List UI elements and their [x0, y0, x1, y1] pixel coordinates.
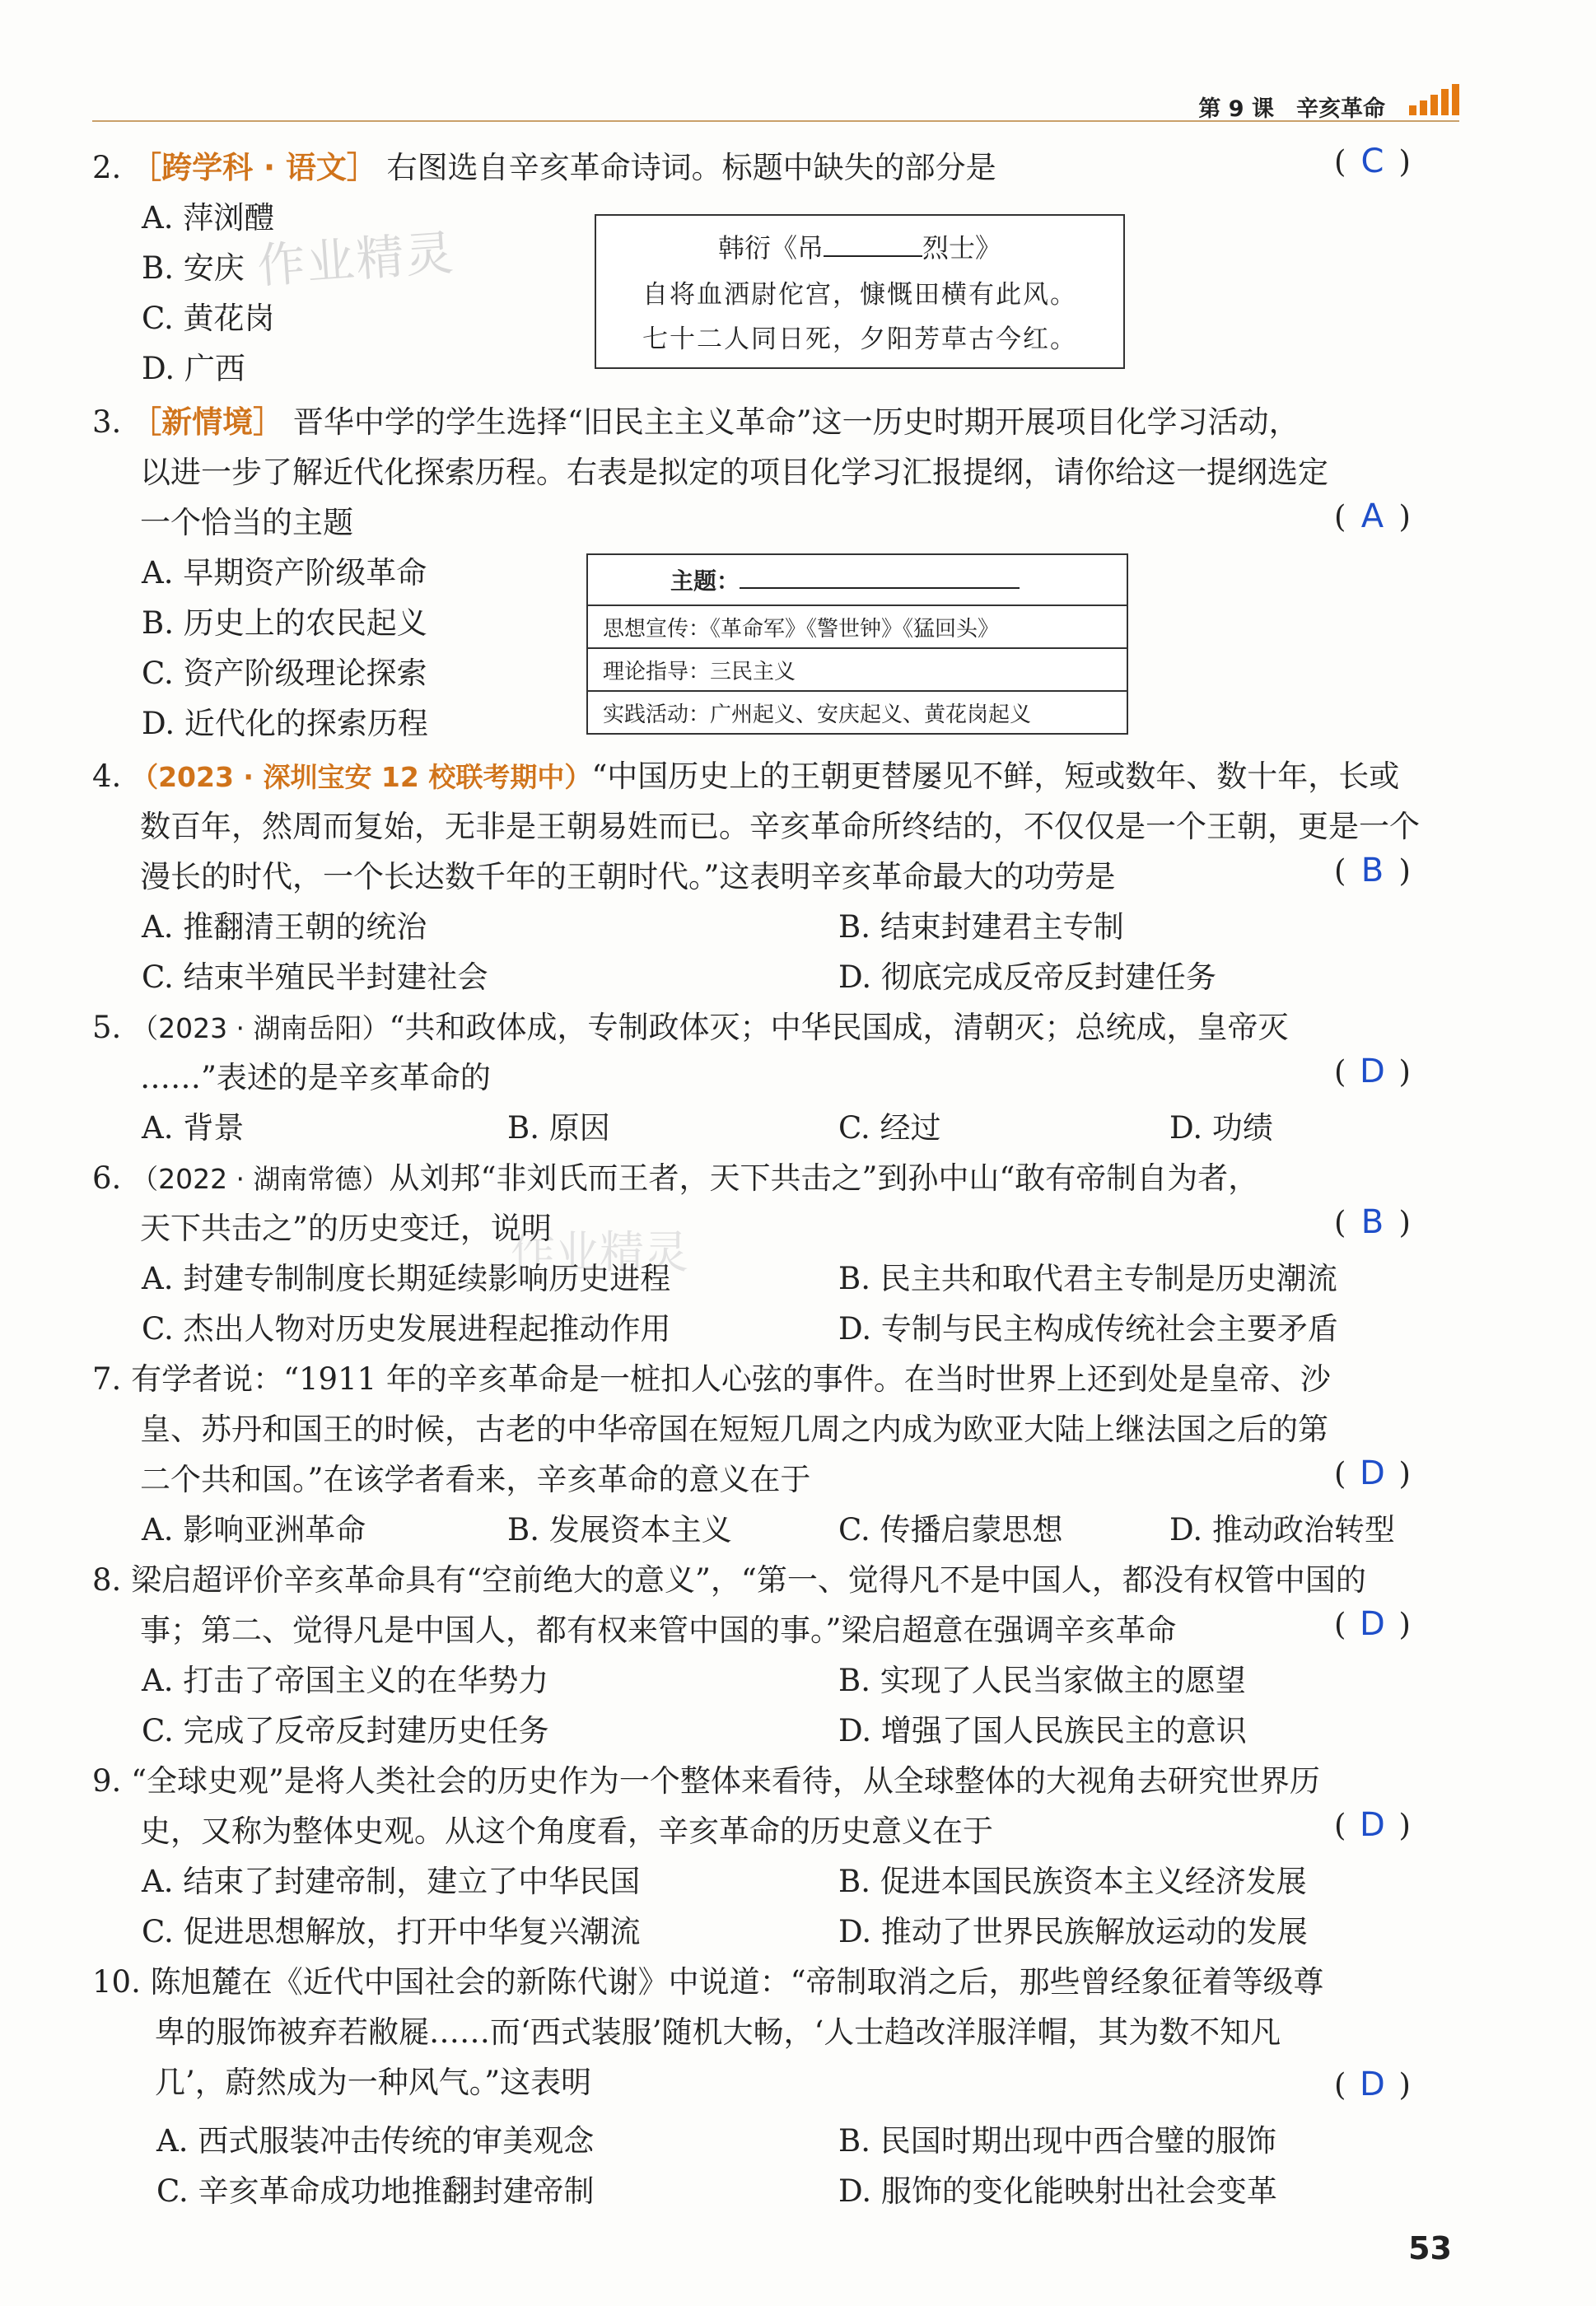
table-row: 实践活动：广州起义、安庆起义、黄花岗起义 [587, 691, 1127, 734]
answer-bracket: ( B ) [1334, 852, 1411, 889]
option-d: D. 增强了国人民族民主的意识 [838, 1713, 1247, 1748]
table-head: 主题： [587, 554, 1127, 605]
option-c: C. 资产阶级理论探索 [142, 656, 427, 691]
question-text: ……”表述的是辛亥革命的 [140, 1060, 491, 1095]
lesson-title: 第 9 课 辛亥革命 [1198, 96, 1385, 122]
question-text: 右图选自辛亥革命诗词。标题中缺失的部分是 [386, 150, 996, 185]
option-a: A. 背景 [142, 1110, 245, 1146]
poem-box [595, 214, 1125, 369]
poem-title: 韩衍《吊 烈士》 [717, 232, 1002, 264]
answer: B [1360, 1203, 1384, 1241]
question-text: 有学者说：“1911 年的辛亥革命是一桩扣人心弦的事件。在当时世界上还到处是皇帝、沙 [131, 1361, 1331, 1397]
question-text: 卑的服饰被弃若敝屣……而‘西式装服’随机大畅，‘人士趋改洋服洋帽，其为数不知凡 [155, 2014, 1281, 2050]
watermark: 作业精灵 [511, 1226, 688, 1278]
question-number: 10. [92, 1964, 141, 2000]
option-d: D. 服饰的变化能映射出社会变革 [838, 2173, 1277, 2209]
question-text: “共和政体成，专制政体灭；中华民国成，清朝灭；总统成，皇帝灭 [389, 1010, 1289, 1045]
answer: D [1360, 1053, 1385, 1090]
answer-bracket: ( B ) [1334, 1203, 1411, 1241]
option-b: B. 民主共和取代君主专制是历史潮流 [838, 1261, 1337, 1296]
answer: D [1360, 1454, 1385, 1492]
question-text: 史，又称为整体史观。从这个角度看，辛亥革命的历史意义在于 [140, 1814, 993, 1849]
option-b: B. 发展资本主义 [507, 1512, 732, 1547]
question-text: 陈旭麓在《近代中国社会的新陈代谢》中说道：“帝制取消之后，那些曾经象征着等级尊 [150, 1964, 1324, 2000]
question-tag: ［新情境］ [131, 404, 284, 440]
question-number: 7. [92, 1361, 122, 1397]
question-text: 数百年，然周而复始，无非是王朝易姓而已。辛亥革命所终结的，不仅仅是一个王朝，更是一个 [140, 809, 1420, 844]
question-number: 5. [92, 1010, 122, 1045]
option-d: D. 彻底完成反帝反封建任务 [838, 959, 1216, 995]
option-c: C. 黄花岗 [142, 301, 275, 336]
question-text: 一个恰当的主题 [140, 505, 353, 540]
answer: D [1360, 1605, 1385, 1643]
option-c: C. 完成了反帝反封建历史任务 [142, 1713, 549, 1748]
option-b: B. 实现了人民当家做主的愿望 [838, 1663, 1246, 1698]
answer-bracket: ( D ) [1334, 1806, 1411, 1844]
answer: D [1360, 1806, 1385, 1844]
answer: A [1360, 497, 1384, 535]
bars-icon [1409, 84, 1459, 115]
question-text: 天下共击之”的历史变迁，说明 [140, 1211, 552, 1246]
answer-bracket: ( D ) [1334, 2066, 1411, 2103]
option-d: D. 近代化的探索历程 [142, 706, 428, 741]
option-b: B. 安庆 [142, 250, 245, 286]
question-text: 以进一步了解近代化探索历程。右表是拟定的项目化学习汇报提纲，请你给这一提纲选定 [140, 455, 1328, 490]
option-c: C. 结束半殖民半封建社会 [142, 959, 488, 995]
option-d: D. 功绩 [1169, 1110, 1273, 1146]
option-a: A. 结束了封建帝制，建立了中华民国 [142, 1864, 641, 1899]
poem-line: 自将血洒尉佗宫，慷慨田横有此风。 [642, 280, 1077, 310]
question-number: 8. [92, 1562, 122, 1598]
option-a: A. 封建专制制度长期延续影响历史进程 [142, 1261, 671, 1296]
question-source: （2023 · 深圳宝安 12 校联考期中） [131, 761, 592, 793]
option-b: B. 结束封建君主专制 [838, 909, 1124, 945]
question-text: 事；第二、觉得凡是中国人，都有权来管中国的事。”梁启超意在强调辛亥革命 [140, 1613, 1177, 1648]
table-row: 理论指导：三民主义 [587, 648, 1127, 691]
option-a: A. 西式服装冲击传统的审美观念 [156, 2123, 595, 2159]
question-text: “全球史观”是将人类社会的历史作为一个整体来看待，从全球整体的大视角去研究世界历 [131, 1763, 1320, 1799]
question-text: 漫长的时代，一个长达数千年的王朝时代。”这表明辛亥革命最大的功劳是 [140, 859, 1116, 894]
option-c: C. 经过 [838, 1110, 941, 1146]
option-c: C. 杰出人物对历史发展进程起推动作用 [142, 1311, 671, 1347]
option-b: B. 历史上的农民起义 [142, 605, 427, 641]
answer-bracket: ( D ) [1334, 1605, 1411, 1643]
question-text: 二个共和国。”在该学者看来，辛亥革命的意义在于 [140, 1462, 811, 1497]
question-text: “中国历史上的王朝更替屡见不鲜，短或数年、数十年，长或 [591, 759, 1400, 794]
question-number: 6. [92, 1160, 122, 1196]
question-number: 4. [92, 759, 122, 794]
poem-line: 七十二人同日死，夕阳芳草古今红。 [642, 324, 1077, 354]
question-text: 晋华中学的学生选择“旧民主主义革命”这一历史时期开展项目化学习活动， [292, 404, 1300, 440]
option-c: C. 传播启蒙思想 [838, 1512, 1063, 1547]
option-a: A. 影响亚洲革命 [142, 1512, 366, 1547]
answer: D [1360, 2066, 1385, 2103]
answer: C [1360, 142, 1384, 180]
option-b: B. 促进本国民族资本主义经济发展 [838, 1864, 1307, 1899]
outline-table [586, 553, 1128, 735]
option-d: D. 推动政治转型 [1169, 1512, 1395, 1547]
question-tag: ［跨学科 · 语文］ [131, 150, 377, 185]
question-number: 9. [92, 1763, 122, 1799]
answer-bracket: ( D ) [1334, 1454, 1411, 1492]
answer-bracket: ( A ) [1334, 497, 1411, 535]
question-source: （2022 · 湖南常德） [131, 1163, 390, 1195]
question-text: 从刘邦“非刘氏而王者，天下共击之”到孙中山“敢有帝制自为者， [389, 1160, 1259, 1196]
option-d: D. 广西 [142, 351, 245, 386]
option-a: A. 推翻清王朝的统治 [142, 909, 427, 945]
page-header [92, 79, 1459, 122]
option-a: A. 早期资产阶级革命 [142, 555, 427, 591]
watermark: 作业精灵 [255, 224, 457, 295]
answer: B [1360, 852, 1384, 889]
option-c: C. 促进思想解放，打开中华复兴潮流 [142, 1914, 641, 1949]
question-text: 梁启超评价辛亥革命具有“空前绝大的意义”，“第一、觉得凡不是中国人，都没有权管中国的 [131, 1562, 1366, 1598]
question-number: 3. [92, 404, 122, 440]
option-b: B. 原因 [507, 1110, 610, 1146]
option-c: C. 辛亥革命成功地推翻封建帝制 [156, 2173, 595, 2209]
answer-bracket: ( C ) [1334, 142, 1411, 180]
question-text: 皇、苏丹和国王的时候，古老的中华帝国在短短几周之内成为欧亚大陆上继法国之后的第 [140, 1412, 1328, 1447]
option-b: B. 民国时期出现中西合璧的服饰 [838, 2123, 1276, 2159]
option-a: A. 萍浏醴 [142, 200, 275, 236]
question-source: （2023 · 湖南岳阳） [131, 1012, 390, 1044]
table-row: 思想宣传：《革命军》《警世钟》《猛回头》 [587, 605, 1127, 648]
option-a: A. 打击了帝国主义的在华势力 [142, 1663, 549, 1698]
page-number: 53 [1408, 2230, 1452, 2266]
answer-bracket: ( D ) [1334, 1053, 1411, 1090]
option-d: D. 专制与民主构成传统社会主要矛盾 [838, 1311, 1338, 1347]
question-number: 2. [92, 150, 122, 185]
option-d: D. 推动了世界民族解放运动的发展 [838, 1914, 1308, 1949]
question-text: 几’，蔚然成为一种风气。”这表明 [155, 2065, 592, 2100]
